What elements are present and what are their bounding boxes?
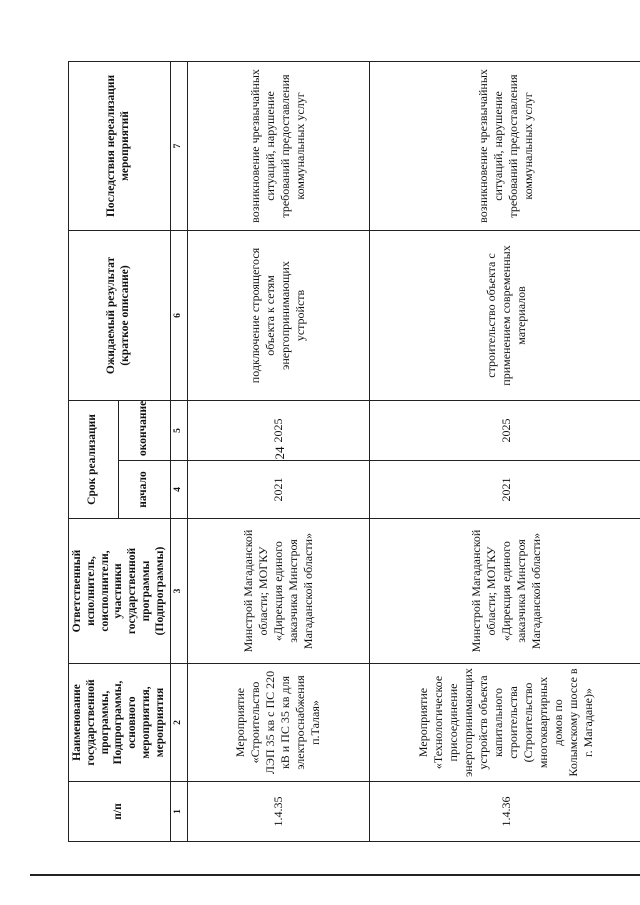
column-number: 4	[170, 461, 187, 519]
row-start: 2021	[187, 461, 369, 519]
column-number: 2	[170, 664, 187, 782]
row-consequences: возникновение чрезвычайных ситуаций, нарушение требований предоставления коммунальных услуг	[187, 61, 369, 230]
row-result: строительство объекта с применением современных материалов	[369, 230, 640, 400]
page-bottom-rule	[30, 874, 640, 876]
row-start: 2021	[369, 461, 640, 519]
column-numbers-row	[170, 61, 187, 841]
row-end: 2025	[187, 400, 369, 460]
column-number: 6	[170, 230, 187, 400]
column-number: 1	[170, 782, 187, 842]
header-number: п/п	[69, 782, 171, 842]
column-number: 5	[170, 400, 187, 460]
column-number: 3	[170, 519, 187, 664]
row-end: 2025	[369, 400, 640, 460]
row-number: 1.4.36	[369, 782, 640, 842]
program-table	[68, 61, 640, 842]
row-executor: Минстрой Магаданской области; МОГКУ «Дирекция единого заказчика Минстроя Магаданской области»	[369, 519, 640, 664]
header-executor: Ответственный исполнитель, соисполнители, участники государственной программы (Подпрограммы)	[69, 519, 171, 664]
rotated-table-container	[68, 62, 628, 842]
header-consequences: Последствия нереализации мероприятий	[69, 61, 171, 230]
header-name: Наименование государственной программы, Подпрограммы, основного мероприятия, мероприятия	[69, 664, 171, 782]
row-name: Мероприятие «Строительство ЛЭП 35 кв с ПС 220 кВ и ПС 35 кв для электроснабжения п.Талая»	[187, 664, 369, 782]
row-consequences: возникновение чрезвычайных ситуаций, нарушение требований предоставления коммунальных услуг	[369, 61, 640, 230]
page-number: 24	[272, 446, 287, 460]
row-number: 1.4.35	[187, 782, 369, 842]
header-start: начало	[118, 461, 170, 519]
header-end: окончание	[118, 400, 170, 460]
header-result: Ожидаемый результат (краткое описание)	[69, 230, 171, 400]
row-result: подключение строящегося объекта к сетям энергопринимающих устройств	[187, 230, 369, 400]
row-name: Мероприятие «Технологическое присоединение энергопринимающих устройств объекта капитального строительства (Строительство многоквартирных домов по Колымскому шоссе в г. Магадане)»	[369, 664, 640, 782]
header-period: Срок реализации	[69, 400, 119, 518]
row-executor: Минстрой Магаданской области; МОГКУ «Дирекция единого заказчика Минстроя Магаданской области»	[187, 519, 369, 664]
column-number: 7	[170, 61, 187, 230]
table-row	[187, 61, 369, 841]
table-row	[369, 61, 640, 841]
